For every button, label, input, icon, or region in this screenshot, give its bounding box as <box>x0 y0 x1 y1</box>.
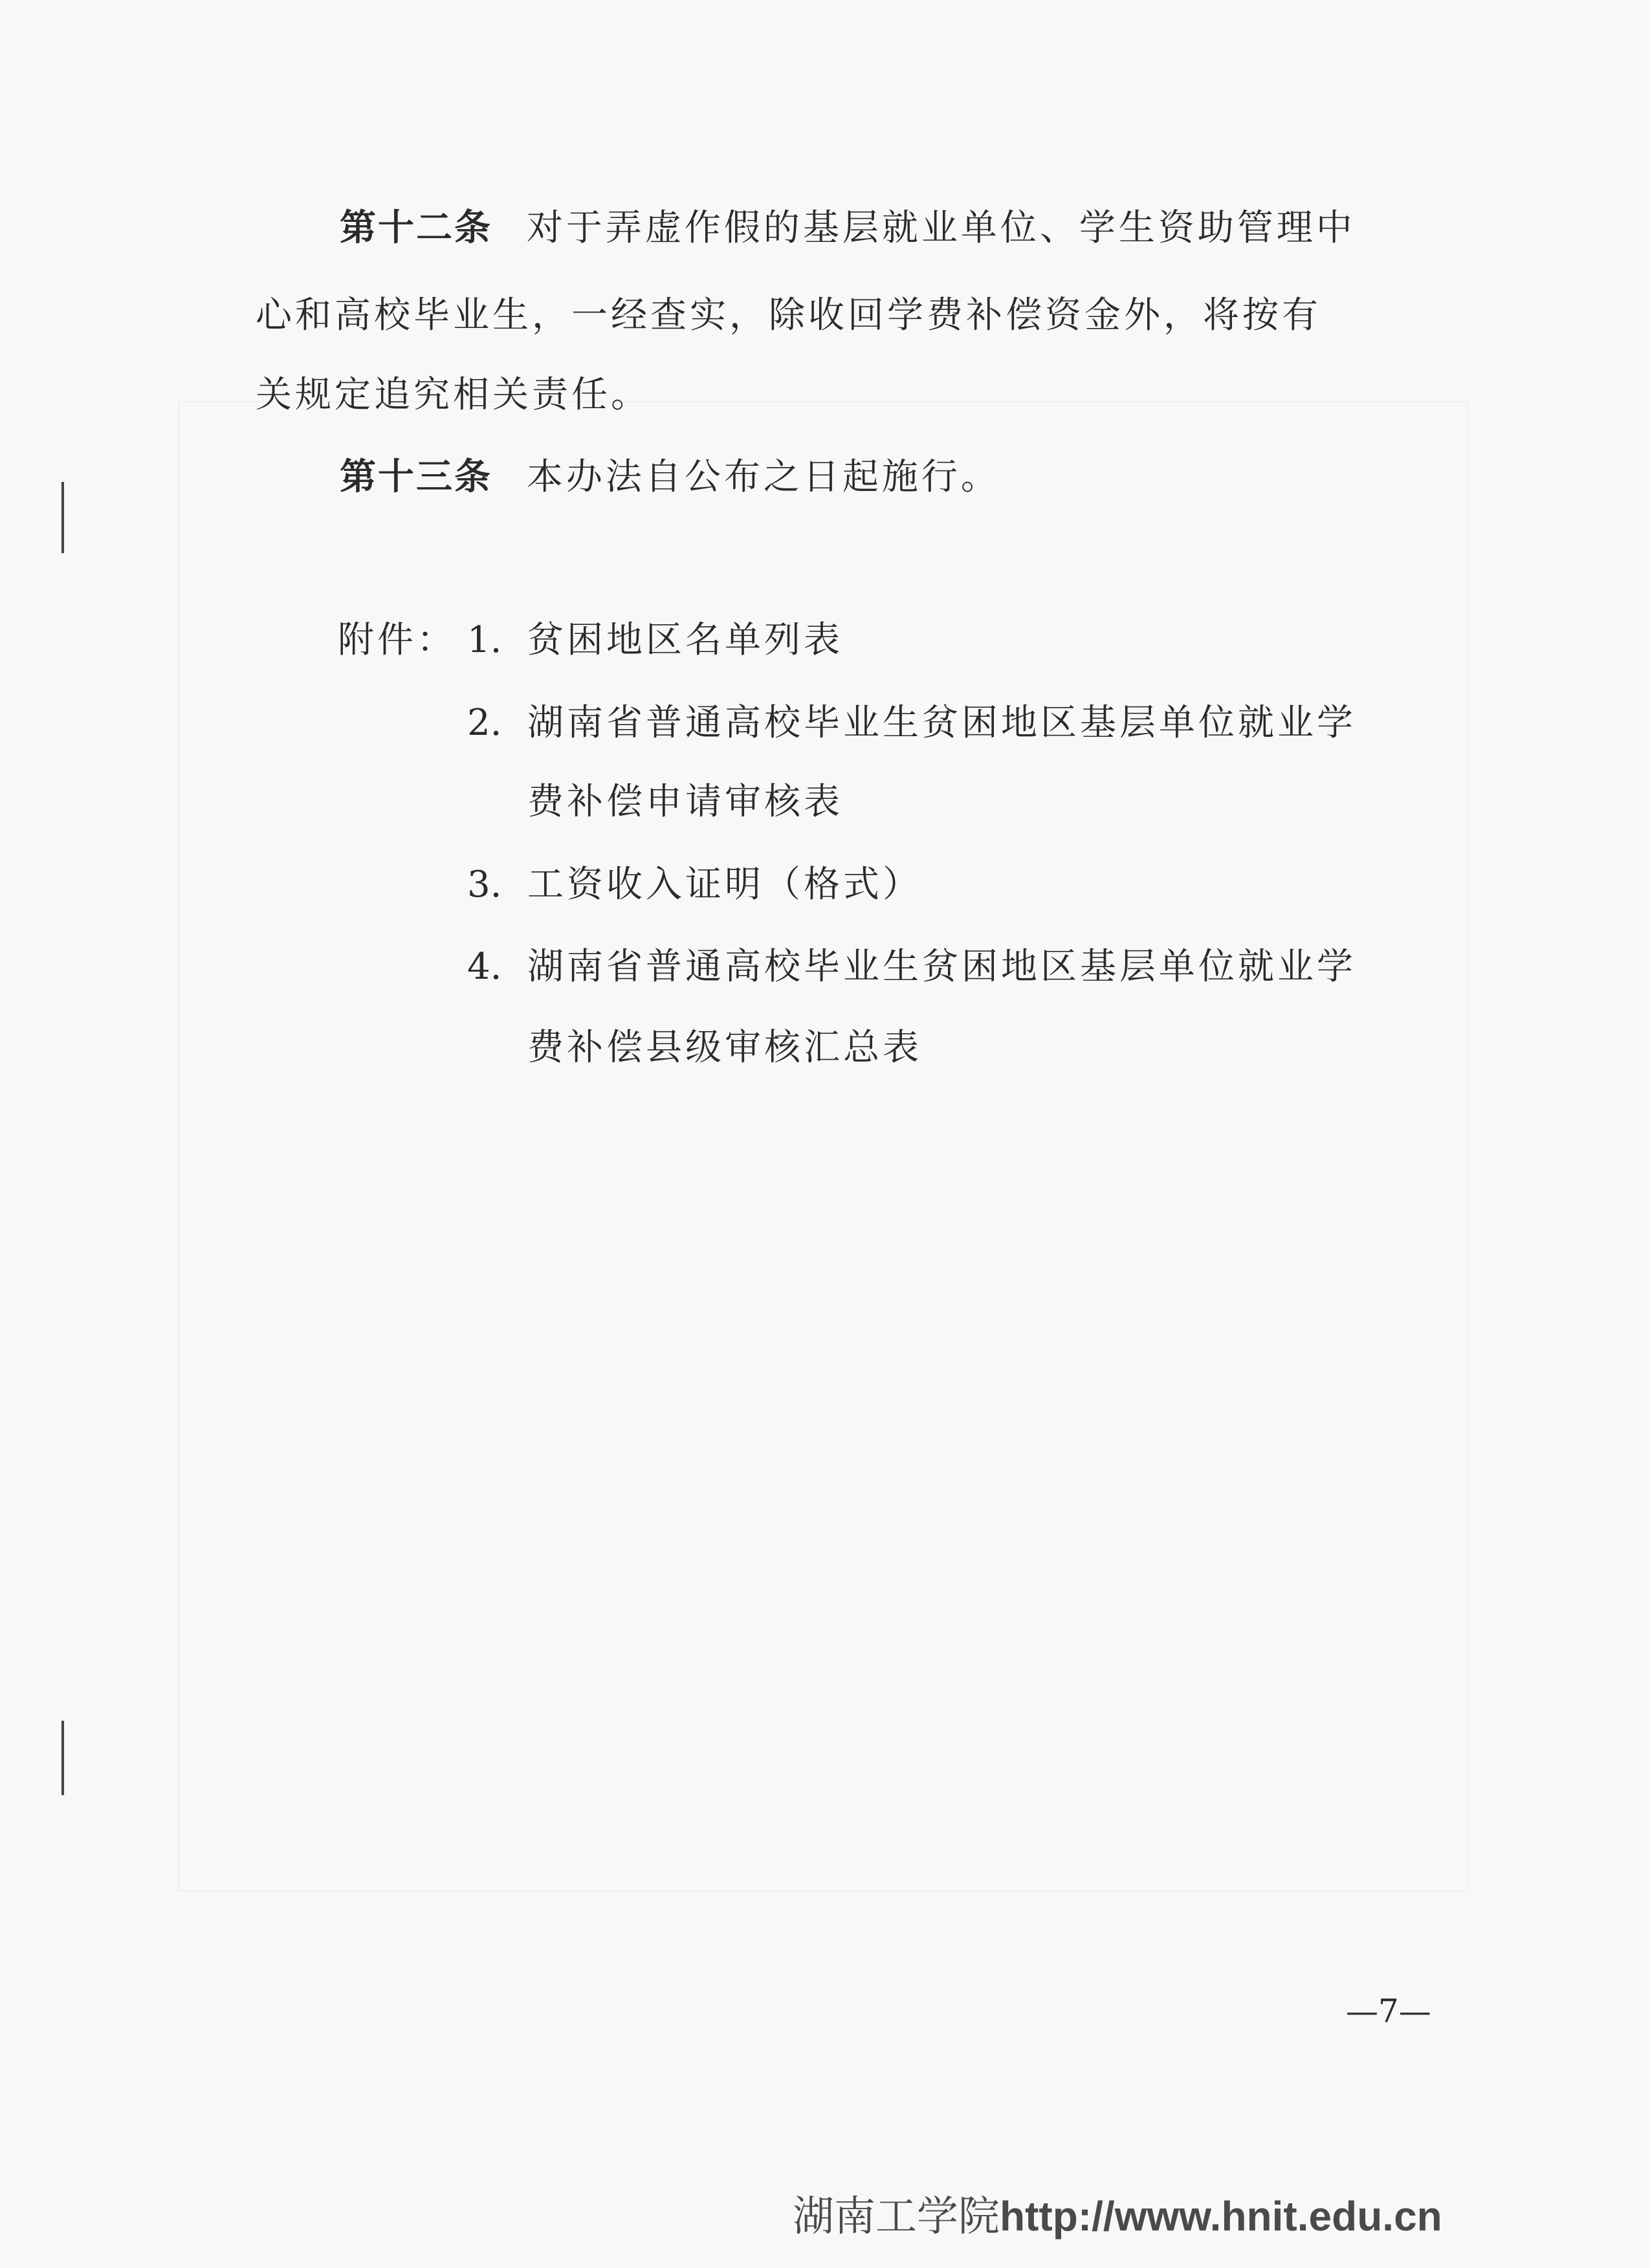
attachment-4-title-line1: 湖南省普通高校毕业生贫困地区基层单位就业学 <box>527 946 1356 988</box>
watermark-name: 湖南工学院 <box>793 2193 1000 2241</box>
attachment-4-title-line2: 费补偿县级审核汇总表 <box>527 1027 922 1069</box>
attachment-2-number: 2. <box>467 702 502 744</box>
article13 <box>340 456 1524 498</box>
watermark-url: http://www.hnit.edu.cn <box>1000 2193 1442 2240</box>
attachment-4-number: 4. <box>467 946 502 988</box>
site-watermark <box>793 2183 1442 2243</box>
attachment-3-title: 工资收入证明（格式） <box>527 864 922 906</box>
attachment-1-number: 1. <box>467 619 502 661</box>
attachment-1-title: 贫困地区名单列表 <box>527 619 843 661</box>
article13-text: 本办法自公布之日起施行。 <box>526 456 1000 498</box>
article12-line1 <box>340 207 1524 249</box>
attachments-label: 附件： <box>338 619 456 661</box>
article12-line3: 关规定追究相关责任。 <box>256 374 650 416</box>
attachment-2-title-line2: 费补偿申请审核表 <box>527 781 843 823</box>
attachment-2-title-line1: 湖南省普通高校毕业生贫困地区基层单位就业学 <box>527 702 1356 744</box>
attachment-3-number: 3. <box>467 864 502 906</box>
article12-text-line1: 对于弄虚作假的基层就业单位、学生资助管理中 <box>526 207 1356 249</box>
article13-lead: 第十三条 <box>340 456 492 498</box>
binding-mark-bottom <box>61 1721 64 1795</box>
page-number: —7— <box>1346 1992 1431 2030</box>
article12-lead: 第十二条 <box>340 207 492 249</box>
article12-line2: 心和高校毕业生，一经查实，除收回学费补偿资金外，将按有 <box>256 294 1321 336</box>
binding-mark-top <box>61 482 64 553</box>
